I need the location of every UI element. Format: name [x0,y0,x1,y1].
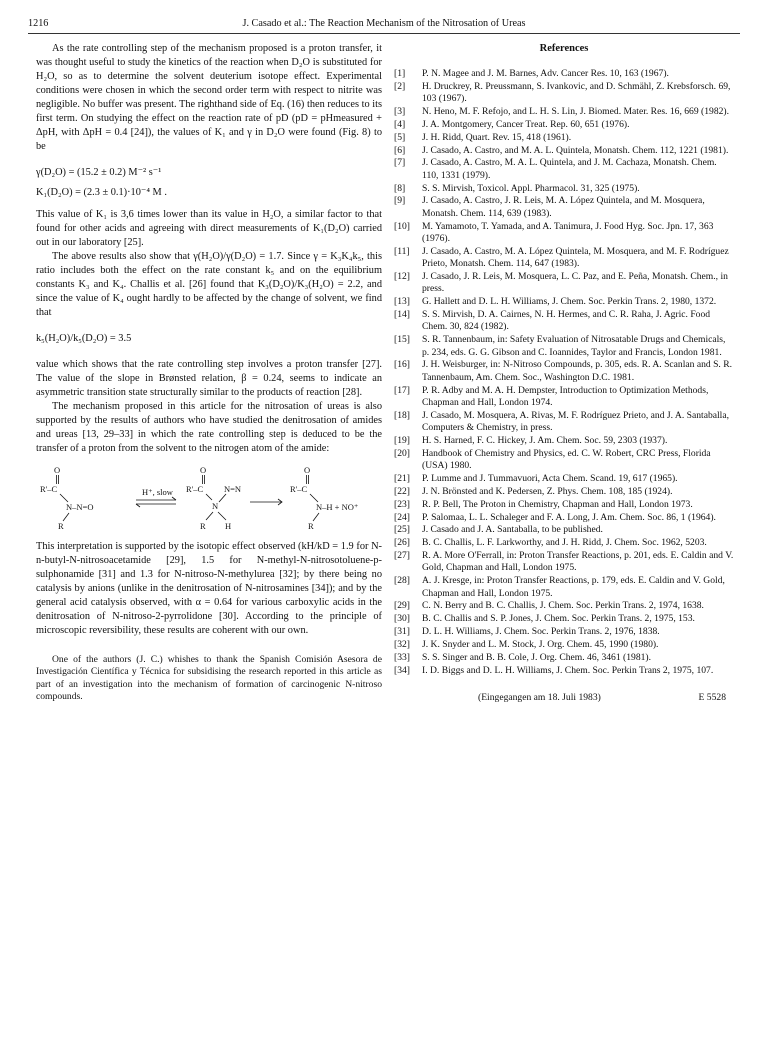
reference-item [394,613,734,625]
reference-item [394,296,734,308]
reference-item [394,385,734,410]
reference-text: H. Druckrey, R. Preussmann, S. Ivankovic, and D. Schmähl, Z. Krebsforsch. 69, 103 (1967). [422,80,731,105]
reference-number: [26] [394,537,410,549]
reference-text: R. A. More O'Ferrall, in: Proton Transfer Reactions, p. 201, eds. E. Caldin and V. Gold, Chapman and Hall, London 1975. [422,550,734,574]
reference-number: [3] [394,106,406,118]
reference-number: [29] [394,600,410,612]
paragraph-k1-comparison: This value of K₁ is 3,6 times lower than its value in H₂O, a similar factor to that found for other acids and agreeing with direct measurements of K₁(D₂O) carried out in our laboratory [25]. [36,209,382,248]
scheme-p-r-group: R [308,521,314,531]
reference-number: [23] [394,498,410,510]
reference-text: P. N. Magee and J. M. Barnes, Adv. Cancer Res. 10, 163 (1967). [422,68,669,79]
reference-number: [15] [394,334,410,346]
reference-text: J. A. Montgomery, Cancer Treat. Rep. 60, 651 (1976). [422,118,630,130]
scheme-p-products: N–H + NO⁺ [316,502,359,512]
header-rule [28,33,740,34]
reference-text: S. S. Singer and B. B. Cole, J. Org. Chem. 46, 3461 (1981). [422,651,652,663]
reference-number: [24] [394,511,410,523]
scheme-m-hydrogen: H [225,521,232,531]
reference-number: [1] [394,68,406,79]
reference-text: P. Lumme and J. Tummavuori, Acta Chem. Scand. 19, 617 (1965). [422,473,678,484]
reference-number: [8] [394,182,406,194]
reference-text: J. H. Ridd, Quart. Rev. 15, 418 (1961). [422,131,572,143]
scheme-m-n-n: N=N [224,484,242,494]
reference-text: P. Salomaa, L. L. Schaleger and F. A. Long, J. Am. Chem. Soc. 86, 1 (1964). [422,511,716,523]
reference-number: [27] [394,550,410,562]
reference-text: D. L. H. Williams, J. Chem. Soc. Perkin Trans. 2, 1976, 1838. [422,626,660,638]
reference-item [394,499,734,511]
running-title: J. Casado et al.: The Reaction Mechanism of the Nitrosation of Ureas [242,18,526,29]
paragraph-gamma-ratio: The above results also show that γ(H₂O)/γ(D₂O) = 1.7. Since γ = K₃K₄k₅, this ratio includes both the effect on the rate constant k₅ and on the equilibrium constants K₃ and K₄. Challis et al. [26] found that K₃(D₂O)/K₃(H₂O) = 2.2, and since the value of K₄ ought hardly to be affected by the change of solvent, we find that [36,251,382,318]
reference-text: J. Casado, A. Castro, M. A. López Quintela, M. Mosquera, and M. F. Rodríguez Prieto, Monatsh. Chem. 114, 647 (1983). [422,245,729,270]
reference-item [394,119,734,131]
reference-text: J. Casado, M. Mosquera, A. Rivas, M. F. Rodríguez Prieto, and J. A. Santaballa, Computers & Chemistry, in press. [422,409,730,434]
reference-number: [22] [394,485,410,497]
reference-number: [20] [394,447,410,459]
reference-text: G. Hallett and D. L. H. Williams, J. Chem. Soc. Perkin Trans. 2, 1980, 1372. [422,296,717,308]
reference-item [394,486,734,498]
reference-text: J. Casado, A. Castro, J. R. Leis, M. A. López Quintela, and M. Mosquera, Monatsh. Chem. 114, 639 (1983). [422,195,705,219]
reaction-scheme-drawing [36,464,382,534]
reference-item [394,639,734,651]
reference-text: J. Casado and J. A. Santaballa, to be published. [422,524,603,536]
scheme-m-r-group: R [200,521,206,531]
reference-number: [5] [394,131,406,143]
scheme-m-carbon: R'–C [186,484,204,494]
reference-text: A. J. Kresge, in: Proton Transfer Reactions, p. 179, eds. E. Caldin and V. Gold, Chapman and Hall, London 1975. [422,575,725,599]
reference-text: P. R. Adby and M. A. H. Dempster, Introduction to Optimization Methods, Chapman and Hall, London 1974. [422,384,709,408]
reference-number: [9] [394,195,406,207]
paragraph-isotope-intro: As the rate controlling step of the mechanism proposed is a proton transfer, it was thought useful to study the kinetics of the reaction when D₂O is substituted for H₂O, so as to determine the solvent deuterium isotope effect. Experimental conditions were chosen in which the second order term with respect to nitrite was negligible. No buffer was present. The righthand side of Eq. (16) then reduces to its first term. On studying the effect on the reaction rate of pD (pD = pHmeasured + ΔpH, with ΔpH = 0.4 [24]), the values of K₁ and γ in D₂O were found (Fig. 8) to be [36,43,382,152]
reference-text: J. H. Weisburger, in: N-Nitroso Compounds, p. 305, eds. R. A. Scanlan and S. R. Tannenbaum, Am. Chem. Soc., Washington D.C. 1981. [422,359,733,383]
reference-item [394,550,734,575]
manuscript-code: E 5528 [698,692,726,703]
reference-number: [11] [394,245,410,257]
reference-number: [2] [394,80,406,92]
scheme-r1-carbon: R'–C [40,484,58,494]
reference-text: I. D. Biggs and D. L. H. Williams, J. Chem. Soc. Perkin Trans 2, 1975, 107. [422,664,714,676]
reference-list [394,68,734,677]
page-number: 1216 [28,18,49,29]
reference-item [394,537,734,549]
scheme-r1-r-group: R [58,521,64,531]
scheme-m-nitrogen: N [212,501,219,511]
reference-item [394,309,734,334]
received-footer [394,691,734,705]
reference-item [394,157,734,182]
acknowledgement: One of the authors (J. C.) whishes to thank the Spanish Comisión Asesora de Investigación Científica y Técnica for subsidising the research reported in this article as part of an investigation into the mechanism of formation of carcinogenic N-nitroso compounds. [36,654,382,702]
reference-text: R. P. Bell, The Proton in Chemistry, Chapman and Hall, London 1973. [422,498,693,510]
reference-number: [21] [394,473,410,484]
reference-text: C. N. Berry and B. C. Challis, J. Chem. Soc. Perkin Trans. 2, 1974, 1638. [422,600,704,612]
reference-number: [16] [394,359,410,371]
reference-number: [25] [394,524,410,536]
reference-text: S. S. Mirvish, Toxicol. Appl. Pharmacol. 31, 325 (1975). [422,182,640,194]
reference-text: H. S. Harned, F. C. Hickey, J. Am. Chem. Soc. 59, 2303 (1937). [422,434,668,446]
reference-text: J. K. Snyder and L. M. Stock, J. Org. Chem. 45, 1990 (1980). [422,638,659,650]
reference-item [394,246,734,271]
reaction-scheme [36,464,382,534]
scheme-r1-oxygen: O [54,465,61,475]
reference-number: [18] [394,409,410,421]
equation-gamma-d2o: γ(D₂O) = (15.2 ± 0.2) M⁻² s⁻¹ [36,167,162,178]
reference-number: [4] [394,118,406,130]
reference-text: J. Casado, A. Castro, M. A. L. Quintela, and J. M. Cachaza, Monatsh. Chem. 110, 1331 (1979). [422,157,717,181]
reference-item [394,652,734,664]
page-header [28,18,740,32]
reference-item [394,473,734,485]
reference-item [394,665,734,677]
reference-number: [28] [394,575,410,587]
reference-number: [13] [394,296,410,308]
reference-text: Handbook of Chemistry and Physics, ed. C. W. Robert, CRC Press, Florida (USA) 1980. [422,447,711,472]
reference-number: [34] [394,664,410,676]
scheme-p-carbon: R'–C [290,484,308,494]
reference-number: [30] [394,613,410,625]
reference-item [394,271,734,296]
reference-item [394,221,734,246]
reference-item [394,600,734,612]
reference-item [394,195,734,220]
reference-text: S. R. Tannenbaum, in: Safety Evaluation of Nitrosatable Drugs and Chemicals, p. 234, eds. G. G. Gibson and C. Ioannides, Taylor and Francis, London 1981. [422,334,726,358]
reference-item [394,132,734,144]
reference-item [394,106,734,118]
reference-item [394,359,734,384]
scheme-p-oxygen: O [304,465,311,475]
reference-number: [32] [394,638,410,650]
reference-item [394,448,734,473]
right-column [394,42,734,705]
reference-item [394,626,734,638]
scheme-r1-nitroso: N–N=O [66,502,94,512]
paragraph-isotopic-support: This interpretation is supported by the isotopic effect observed (kH/kD = 1.9 for N-n-butyl-N-nitrosoacetamide [29], 1.5 for N-methyl-N-nitrosotoluene-p-sulphonamide [31] and 1.3 for N-nitroso-N-methylurea [32]; by there being no catalysis by anions (unlike in the denitrosation of N-nitrosamines [34]); and by the general acid catalysis observed, with α = 0.64 for various carboxylic acids in the denitrosation of N-nitroso-2-pyrrolidone [30]. According to the principle of microscopic reversibility, these results are coherent with our own. [36,541,382,636]
reference-item [394,145,734,157]
reference-text: N. Heno, M. F. Refojo, and L. H. S. Lin, J. Biomed. Mater. Res. 16, 669 (1982). [422,106,730,118]
reference-item [394,334,734,359]
reference-number: [17] [394,384,410,396]
reference-item [394,81,734,106]
reference-text: S. S. Mirvish, D. A. Cairnes, N. H. Hermes, and C. R. Raha, J. Agric. Food Chem. 30, 824 (1982). [422,309,711,333]
reference-text: M. Yamamoto, T. Yamada, and A. Tanimura, J. Food Hyg. Soc. Jpn. 17, 363 (1976). [422,220,714,244]
reference-item [394,524,734,536]
reference-number: [33] [394,651,410,663]
reference-text: B. C. Challis, L. F. Larkworthy, and J. H. Ridd, J. Chem. Soc. 1962, 5203. [422,537,707,549]
received-date: (Eingegangen am 18. Juli 1983) [478,692,601,703]
equation-k5-ratio: k₅(H₂O)/k₅(D₂O) = 3.5 [36,333,132,344]
left-column [36,42,382,703]
scheme-arrow-label: H⁺, slow [142,487,173,497]
reference-text: J. Casado, J. R. Leis, M. Mosquera, L. C. Paz, and E. Peña, Monatsh. Chem., in press. [422,271,728,295]
reference-number: [14] [394,309,410,321]
reference-item [394,410,734,435]
reference-number: [31] [394,626,410,638]
reference-item [394,68,734,80]
paragraph-proton-transfer: value which shows that the rate controlling step involves a proton transfer [27]. The value of the slope in Brønsted relation, β = 0.24, seems to indicate an asymmetric transition state structurally similar to the products of reaction [28]. [36,359,382,398]
reference-item [394,183,734,195]
reference-item [394,575,734,600]
reference-text: J. N. Brönsted and K. Pedersen, Z. Phys. Chem. 108, 185 (1924). [422,485,673,497]
paragraph-denitrosation: The mechanism proposed in this article for the nitrosation of ureas is also supported by the results of authors who have studied the denitrosation of amides and ureas [13, 29–33] in which the rate controlling step is deduced to be the transfer of a proton from the solvent to the nitrogen atom of the amide: [36,401,382,454]
reference-number: [7] [394,157,406,169]
references-heading: References [539,43,589,54]
reference-number: [6] [394,144,406,156]
reference-item [394,512,734,524]
reference-number: [19] [394,434,410,446]
reference-text: B. C. Challis and S. P. Jones, J. Chem. Soc. Perkin Trans. 2, 1975, 153. [422,613,695,625]
reference-number: [12] [394,271,410,282]
equation-k1-d2o: K₁(D₂O) = (2.3 ± 0.1)·10⁻⁴ M . [36,187,167,198]
scheme-m-oxygen: O [200,465,207,475]
reference-number: [10] [394,220,410,232]
reference-text: J. Casado, A. Castro, and M. A. L. Quintela, Monatsh. Chem. 112, 1221 (1981). [422,144,729,156]
reference-item [394,435,734,447]
